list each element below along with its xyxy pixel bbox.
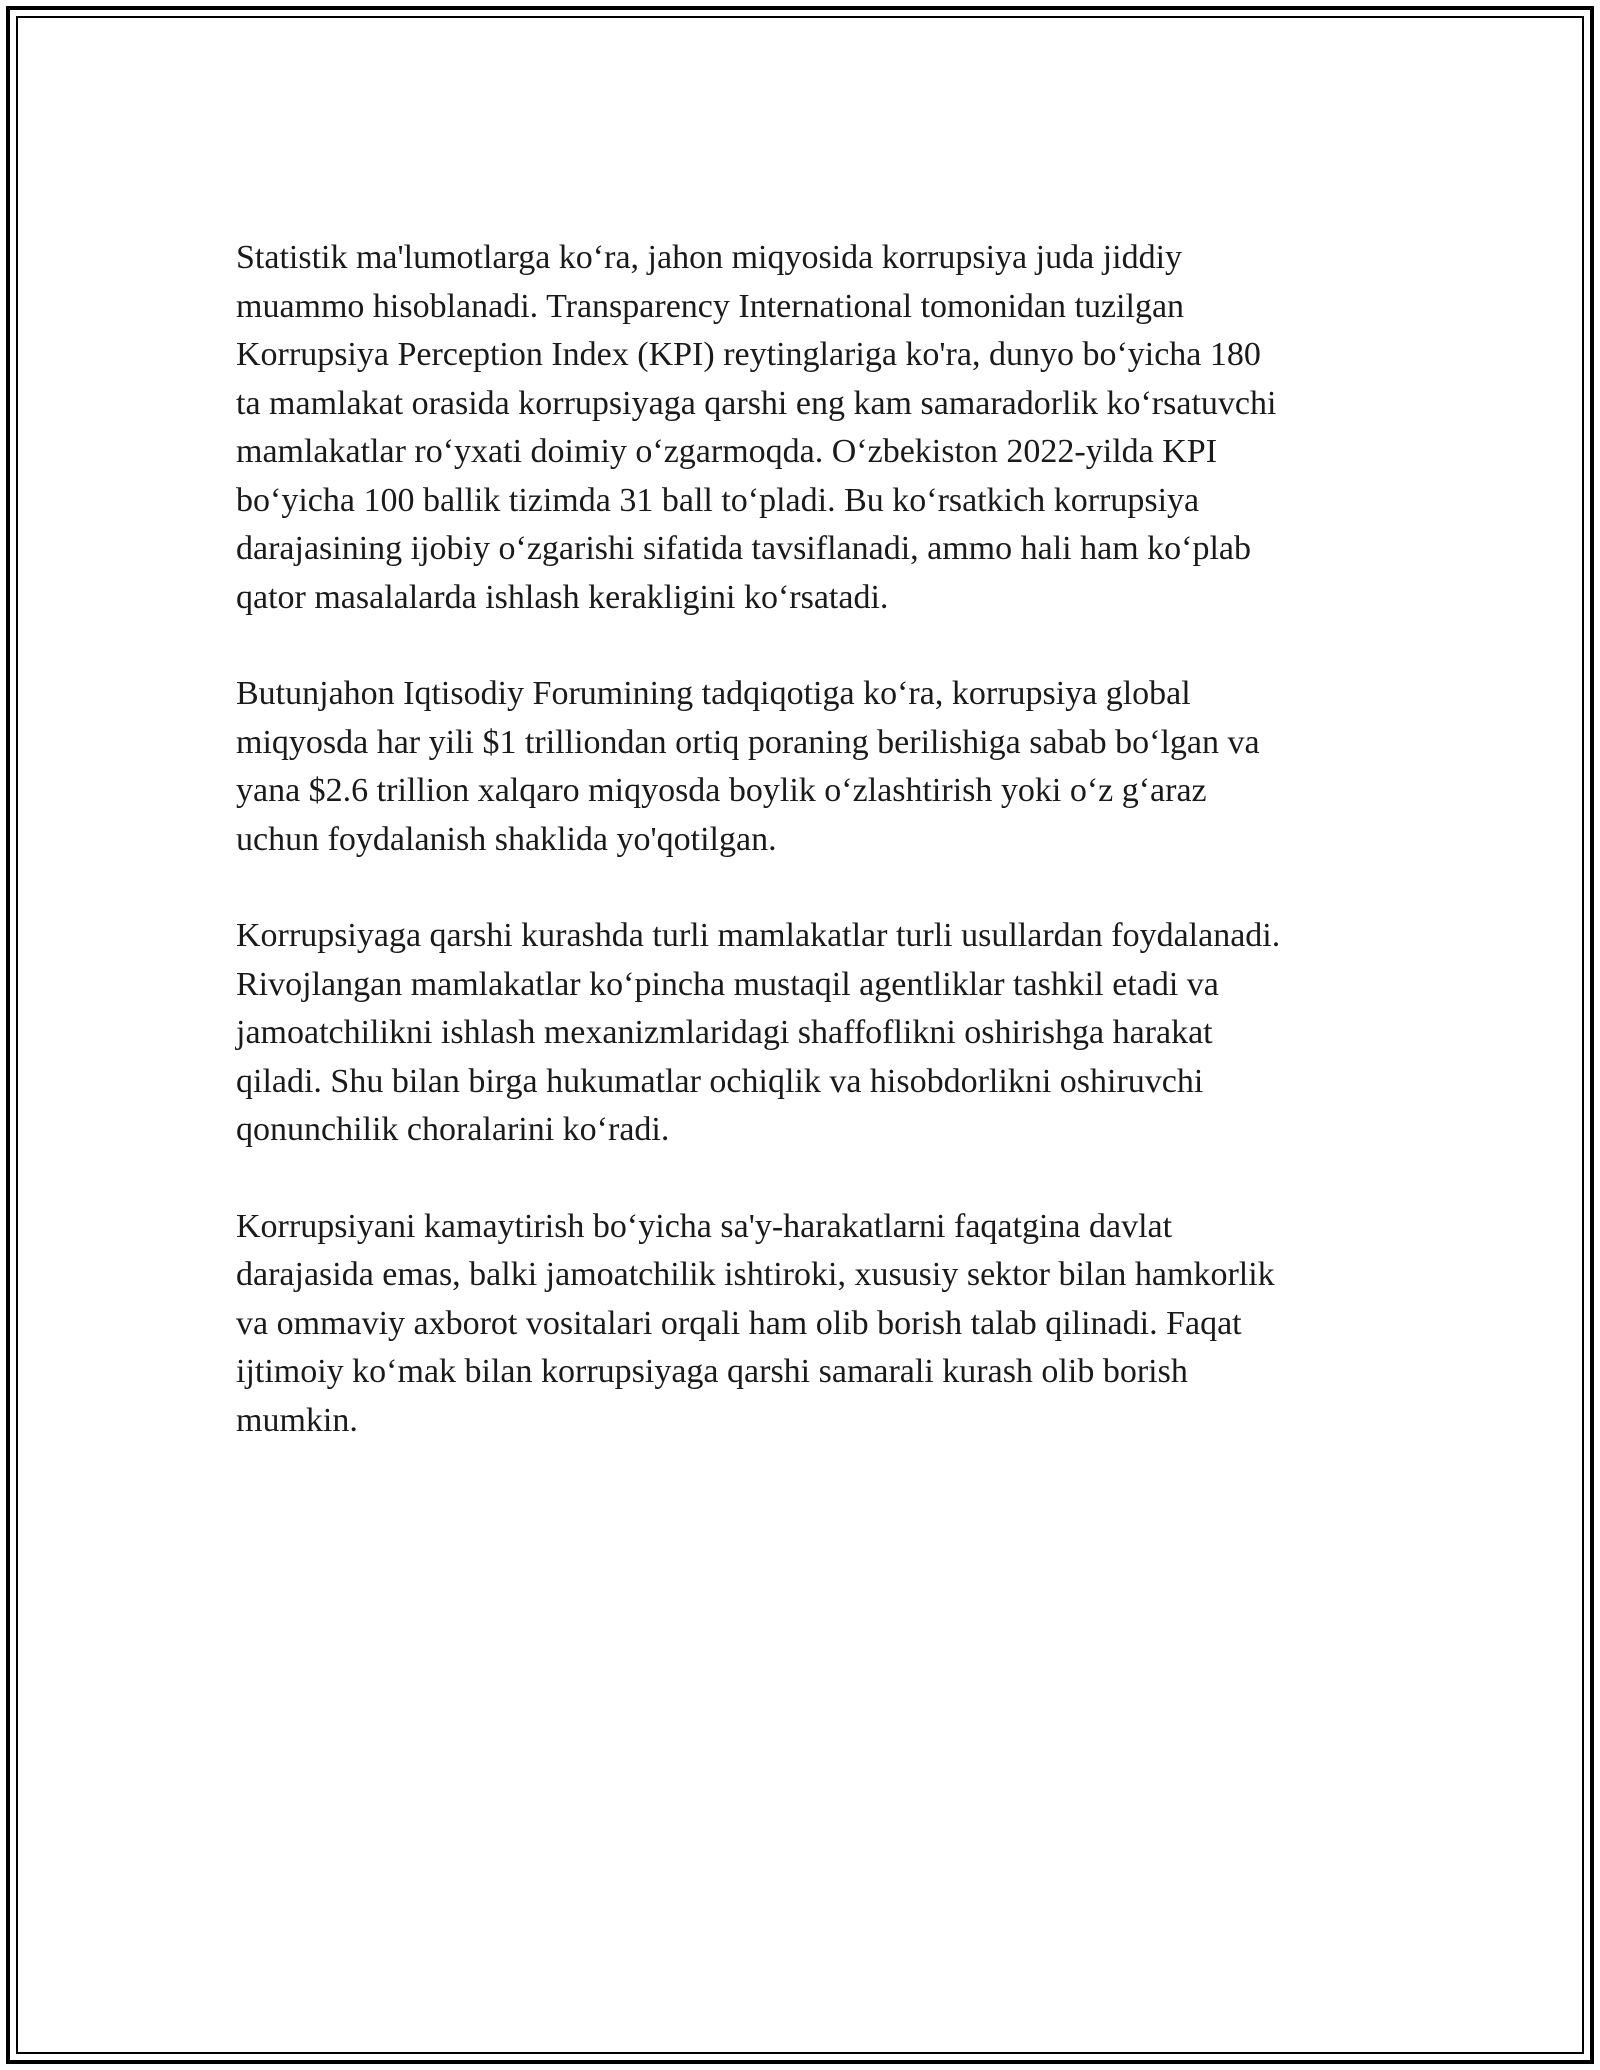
paragraph-3: Korrupsiyaga qarshi kurashda turli mamlakatlar turli usullardan foydalanadi. Rivojlangan mamlakatlar koʻpincha mustaqil agentliklar tashkil etadi va jamoatchilikni ishlash mexanizmlaridagi shaffoflikni oshirishga harakat qiladi. Shu bilan birga hukumatlar ochiqlik va hisobdorlikni oshiruvchi qonunchilik choralarini koʻradi. (236, 917, 1281, 1148)
paragraph-2: Butunjahon Iqtisodiy Forumining tadqiqotiga koʻra, korrupsiya global miqyosda har yili $1 trilliondan ortiq poraning berilishiga sabab boʻlgan va yana $2.6 trillion xalqaro miqyosda boylik oʻzlashtirish yoki oʻz gʻaraz uchun foydalanish shaklida yo'qotilgan. (236, 675, 1260, 858)
document-body (236, 234, 1386, 1493)
paragraph-1: Statistik ma'lumotlarga koʻra, jahon miqyosida korrupsiya juda jiddiy muammo hisoblanadi. Transparency International tomonidan tuzilgan Korrupsiya Perception Index (KPI) reytinglariga ko'ra, dunyo boʻyicha 180 ta mamlakat orasida korrupsiyaga qarshi eng kam samaradorlik koʻrsatuvchi mamlakatlar roʻyxati doimiy oʻzgarmoqda. Oʻzbekiston 2022-yilda KPI boʻyicha 100 ballik tizimda 31 ball toʻpladi. Bu koʻrsatkich korrupsiya darajasining ijobiy oʻzgarishi sifatida tavsiflanadi, ammo hali ham koʻplab qator masalalarda ishlash kerakligini koʻrsatadi. (236, 239, 1277, 616)
paragraph-4: Korrupsiyani kamaytirish boʻyicha sa'y-harakatlarni faqatgina davlat darajasida emas, balki jamoatchilik ishtiroki, xususiy sektor bilan hamkorlik va ommaviy axborot vositalari orqali ham olib borish talab qilinadi. Faqat ijtimoiy koʻmak bilan korrupsiyaga qarshi samarali kurash olib borish mumkin. (236, 1207, 1275, 1439)
